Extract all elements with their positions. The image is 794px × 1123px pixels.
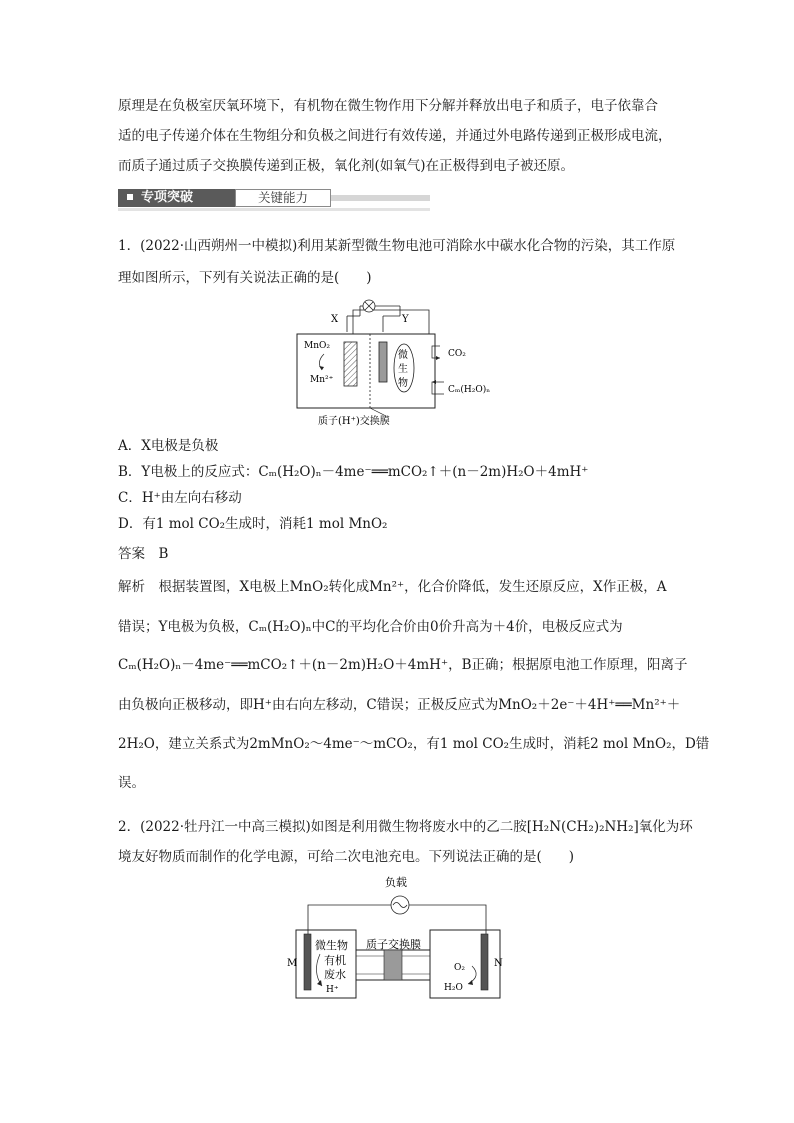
label-organic-1: 有机 [324, 954, 346, 967]
q1-stem-line-1: 1．(2022·山西朔州一中模拟)利用某新型微生物电池可消除水中碳水化合物的污染，其工作原 [118, 238, 676, 254]
proton-exchange-membrane-2 [384, 950, 402, 980]
banner-title-text: 专项突破 [141, 190, 194, 205]
banner-subtitle: 关键能力 [235, 189, 331, 207]
label-membrane-2: 质子交换膜 [366, 938, 421, 951]
label-n: N [494, 958, 503, 969]
intro-line-1: 原理是在负极室厌氧环境下，有机物在微生物作用下分解并释放出电子和质子，电子依靠合 [118, 98, 658, 114]
label-y: Y [402, 314, 409, 325]
carbohydrate-arrow [432, 382, 444, 394]
q1-explanation-line-5: 2H₂O，建立关系式为2mMnO₂～4me⁻～mCO₂，有1 mol CO₂生成时，消耗2 mol MnO₂，D错 [118, 736, 710, 752]
electrode-x [344, 342, 357, 386]
electrode-m [304, 934, 311, 990]
intro-line-3: 而质子通过质子交换膜传递到正极，氧化剂(如氧气)在正极得到电子被还原。 [118, 158, 575, 174]
label-hplus: H⁺ [326, 985, 339, 995]
q1-stem-line-2: 理如图所示，下列有关说法正确的是( ) [118, 270, 372, 286]
label-m: M [287, 958, 298, 969]
q1-figure [290, 296, 510, 430]
label-membrane: 质子(H⁺)交换膜 [318, 416, 390, 427]
label-x: X [331, 314, 339, 325]
label-microbe: 微生物 [315, 939, 348, 952]
label-load: 负载 [385, 876, 407, 889]
label-mno2: MnO₂ [304, 341, 330, 351]
banner-underline [118, 208, 430, 211]
q1-explanation-line-2: 错误；Y电极为负极，Cₘ(H₂O)ₙ中C的平均化合价由0价升高为＋4价，电极反应式为 [118, 619, 623, 635]
intro-line-2: 适的电子传递介体在生物组分和负极之间进行有效传递，并通过外电路传递到正极形成电流， [118, 128, 672, 144]
q1-explanation-line-6: 误。 [118, 775, 145, 791]
banner-tail-bar [331, 195, 430, 201]
q2-stem-line-1: 2．(2022·牡丹江一中高三模拟)如图是利用微生物将废水中的乙二胺[H₂N(CH₂)₂NH₂]氧化为环 [118, 819, 693, 835]
label-organic-2: 废水 [324, 968, 346, 981]
label-microbe-2: 生 [398, 364, 408, 375]
q1-explanation-line-3: Cₘ(H₂O)ₙ－4me⁻══mCO₂↑＋(n－2m)H₂O＋4mH⁺，B正确；根据原电池工作原理，阳离子 [118, 657, 688, 673]
q1-option-b: B．Y电极上的反应式：Cₘ(H₂O)ₙ－4me⁻══mCO₂↑＋(n－2m)H₂O＋4mH⁺ [118, 464, 589, 480]
q1-option-d: D．有1 mol CO₂生成时，消耗1 mol MnO₂ [118, 516, 388, 532]
square-bullet-icon [127, 194, 133, 200]
wire-x [353, 310, 429, 334]
q1-option-c: C．H⁺由左向右移动 [118, 490, 242, 506]
q1-option-a: A．X电极是负极 [118, 438, 219, 454]
label-microbe-3: 物 [398, 378, 408, 389]
label-mn2: Mn²⁺ [310, 375, 334, 385]
cathode-chamber [430, 930, 500, 998]
q2-stem-line-2: 境友好物质而制作的化学电源，可给二次电池充电。下列说法正确的是( ) [118, 849, 575, 865]
section-banner [118, 186, 430, 210]
label-microbe-1: 微 [398, 350, 408, 361]
q2-figure [282, 872, 522, 1022]
q1-explanation-line-4: 由负极向正极移动，即H⁺由右向左移动，C错误；正极反应式为MnO₂＋2e⁻＋4H⁺══Mn²⁺＋ [118, 697, 681, 713]
q1-explanation-line-1: 解析 根据装置图，X电极上MnO₂转化成Mn²⁺，化合价降低，发生还原反应，X作正极，A [118, 579, 667, 595]
electrode-n [481, 934, 488, 990]
label-h2o: H₂O [444, 983, 463, 993]
banner-title [118, 189, 235, 207]
label-carbohydrate: Cₘ(H₂O)ₙ [448, 385, 491, 395]
electrode-y [379, 342, 387, 382]
label-o2: O₂ [454, 963, 465, 973]
label-co2: CO₂ [448, 349, 466, 359]
q1-answer: 答案 B [118, 546, 169, 562]
